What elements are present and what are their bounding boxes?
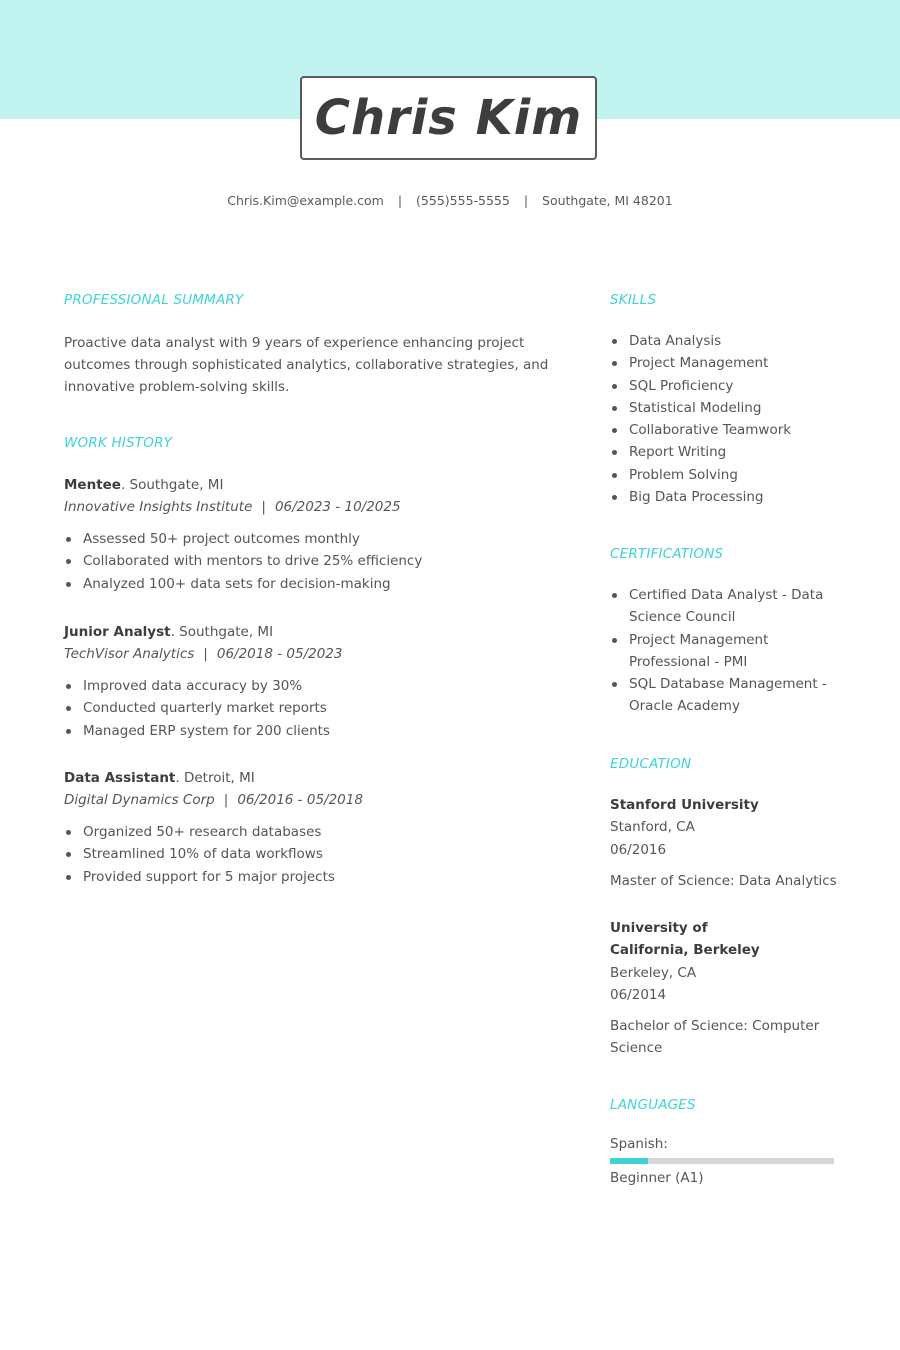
job-entry: [64, 474, 544, 595]
job-bullets: [64, 528, 544, 595]
list-item: Certified Data Analyst - Data Science Council: [610, 584, 832, 629]
list-item: Provided support for 5 major projects: [64, 866, 544, 888]
candidate-name: Chris Kim: [314, 90, 583, 146]
list-item: Improved data accuracy by 30%: [64, 675, 544, 697]
list-item: Data Analysis: [610, 330, 842, 352]
list-item: Project Management Professional - PMI: [610, 629, 832, 674]
list-item: Assessed 50+ project outcomes monthly: [64, 528, 544, 550]
list-item: Report Writing: [610, 441, 842, 463]
job-dates: 06/2016 - 05/2018: [237, 792, 363, 808]
job-dates: 06/2018 - 05/2023: [216, 646, 343, 662]
list-item: Conducted quarterly market reports: [64, 697, 544, 719]
school-location: Stanford, CA: [610, 819, 695, 836]
job-location: . Southgate, MI: [170, 624, 274, 640]
education-entry: [610, 794, 842, 892]
list-item: Big Data Processing: [610, 486, 842, 508]
job-entry: [64, 767, 544, 888]
contact-location: Southgate, MI 48201: [542, 193, 673, 208]
school-name: Stanford University: [610, 797, 759, 813]
name-box: [300, 76, 597, 160]
list-item: SQL Proficiency: [610, 375, 842, 397]
graduation-date: 06/2016: [610, 841, 667, 858]
summary-heading: PROFESSIONAL SUMMARY: [64, 292, 244, 308]
language-proficiency-bar: [610, 1158, 834, 1164]
job-company: Innovative Insights Institute: [64, 499, 253, 515]
job-location: . Southgate, MI: [120, 477, 224, 493]
language-entry: [610, 1136, 834, 1186]
job-company: Digital Dynamics Corp: [64, 792, 215, 808]
contact-separator: |: [523, 193, 529, 208]
job-bullets: [64, 675, 544, 742]
job-location: . Detroit, MI: [175, 770, 255, 786]
job-separator: |: [223, 792, 229, 808]
job-bullets: [64, 821, 544, 888]
list-item: Statistical Modeling: [610, 397, 842, 419]
list-item: Streamlined 10% of data workflows: [64, 843, 544, 865]
list-item: Managed ERP system for 200 clients: [64, 720, 544, 742]
list-item: Project Management: [610, 352, 842, 374]
language-proficiency-fill: [610, 1158, 648, 1164]
language-name: Spanish:: [610, 1136, 668, 1152]
work-history-heading: WORK HISTORY: [64, 435, 173, 451]
certifications-list: [610, 584, 832, 718]
degree: Master of Science: Data Analytics: [610, 872, 837, 889]
certifications-heading: CERTIFICATIONS: [610, 546, 724, 562]
job-dates: 06/2023 - 10/2025: [274, 499, 401, 515]
school-name: University of California, Berkeley: [610, 920, 760, 959]
list-item: SQL Database Management - Oracle Academy: [610, 673, 832, 718]
job-company: TechVisor Analytics: [64, 646, 195, 662]
job-title: Mentee: [64, 477, 121, 493]
graduation-date: 06/2014: [610, 986, 667, 1003]
job-separator: |: [203, 646, 208, 662]
summary-text: Proactive data analyst with 9 years of experience enhancing project outcomes through sophisticated analytics, collaborative strategies, and innovative problem-solving skills.: [64, 335, 549, 395]
contact-line: [0, 193, 900, 208]
list-item: Collaborative Teamwork: [610, 419, 842, 441]
contact-separator: |: [397, 193, 403, 208]
job-entry: [64, 621, 544, 742]
skills-heading: SKILLS: [610, 292, 657, 308]
list-item: Collaborated with mentors to drive 25% efficiency: [64, 550, 544, 572]
school-location: Berkeley, CA: [610, 964, 697, 981]
degree: Bachelor of Science: Computer Science: [610, 1018, 820, 1057]
list-item: Problem Solving: [610, 464, 842, 486]
job-separator: |: [261, 499, 266, 515]
languages-heading: LANGUAGES: [610, 1097, 696, 1113]
job-title: Data Assistant: [64, 770, 176, 786]
skills-list: [610, 330, 842, 508]
education-entry: [610, 917, 820, 1060]
job-title: Junior Analyst: [64, 624, 171, 640]
education-heading: EDUCATION: [610, 756, 692, 772]
contact-email[interactable]: Chris.Kim@example.com: [227, 193, 384, 208]
list-item: Organized 50+ research databases: [64, 821, 544, 843]
list-item: Analyzed 100+ data sets for decision-making: [64, 573, 544, 595]
language-level: Beginner (A1): [610, 1170, 704, 1186]
contact-phone: (555)555-5555: [416, 193, 510, 208]
